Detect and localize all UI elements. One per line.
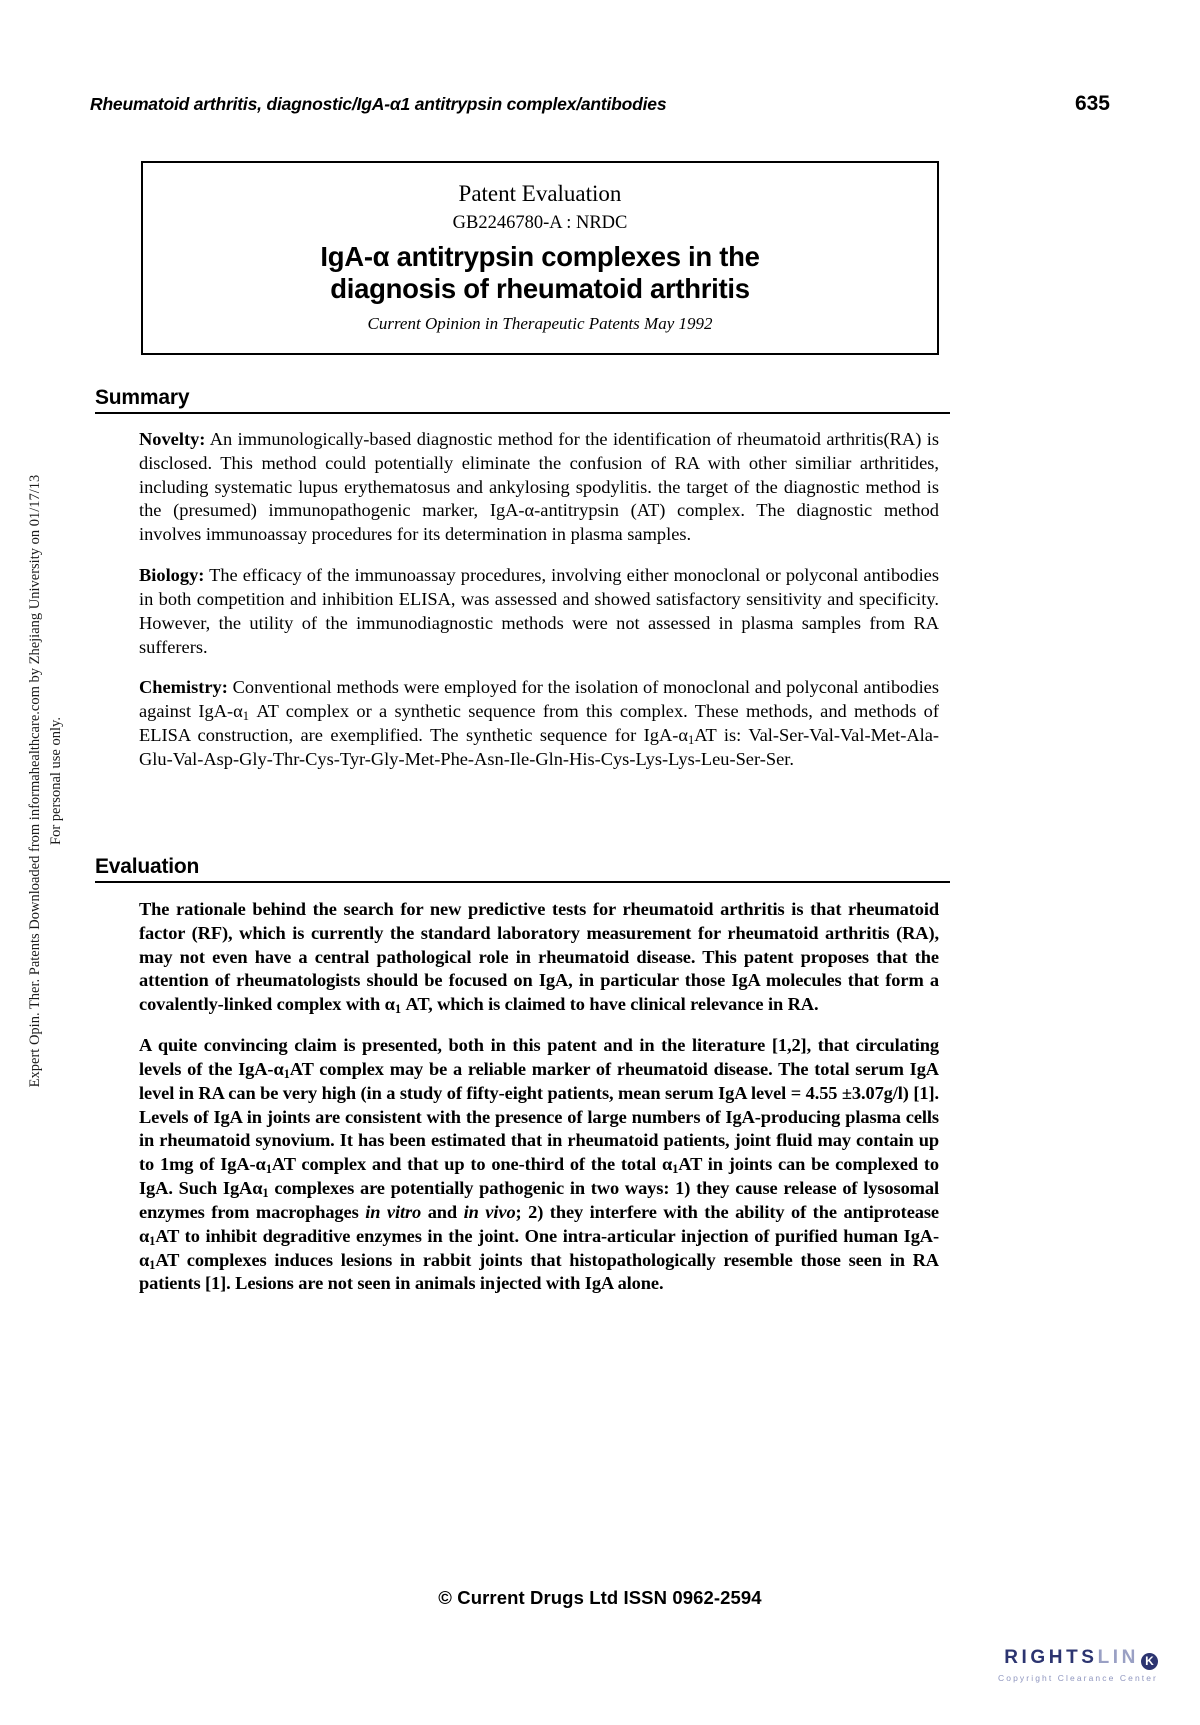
rightslink-logo[interactable]	[998, 1648, 1158, 1683]
paragraph-novelty	[139, 428, 939, 547]
running-head-title: Rheumatoid arthritis, diagnostic/IgA-α1 antitrypsin complex/antibodies	[90, 94, 667, 114]
paragraph-lead-biology: Biology:	[139, 565, 205, 586]
paragraph-lead-chemistry: Chemistry:	[139, 677, 228, 698]
rightslink-k-badge-icon: K	[1141, 1653, 1158, 1670]
paragraph-biology	[139, 564, 939, 659]
section-heading-summary-label: Summary	[95, 386, 190, 409]
section-rule	[95, 412, 950, 414]
rightslink-wordmark	[998, 1648, 1158, 1670]
paragraph-text-biology: The efficacy of the immunoassay procedures, involving either monoclonal or polyconal antibodies in both competition and inhibition ELISA, was assessed and showed satisfactory sensitivity and specificity. However, the utility of the immunodiagnostic methods were not assessed in plasma samples from RA sufferers.	[139, 565, 939, 657]
patent-number: GB2246780-A : NRDC	[452, 212, 628, 233]
rightslink-tagline: Copyright Clearance Center	[998, 1673, 1158, 1683]
article-title	[157, 241, 923, 305]
article-title-line-1: IgA-α antitrypsin complexes in the	[320, 240, 760, 272]
download-stamp-line-1: Expert Opin. Ther. Patents Downloaded from informahealthcare.com by Zhejiang University on 01/17/13	[26, 474, 43, 1088]
paragraph-chemistry	[139, 676, 939, 771]
patent-evaluation-label: Patent Evaluation	[458, 181, 622, 206]
evaluation-body	[139, 898, 939, 1296]
section-heading-evaluation	[95, 855, 950, 883]
footer-copyright: © Current Drugs Ltd ISSN 0962-2594	[438, 1587, 762, 1608]
page-number: 635	[1074, 92, 1110, 115]
running-head	[90, 92, 1110, 116]
article-title-line-2: diagnosis of rheumatoid arthritis	[330, 272, 750, 304]
download-stamp-line-2: For personal use only.	[48, 717, 64, 845]
paragraph-text-novelty: An immunologically-based diagnostic method for the identification of rheumatoid arthritis(RA) is disclosed. This method could potentially eliminate the confusion of RA with other similiar arthritides, including systematic lupus erythematosus and ankylosing spodylitis. the target of the diagnostic method is the (presumed) immunopathogenic marker, IgA-α-antitrypsin (AT) complex. The diagnostic method involves immunoassay procedures for its determination in plasma samples.	[139, 429, 939, 545]
rightslink-word-light: LIN	[1097, 1647, 1139, 1668]
summary-body	[139, 428, 939, 772]
paragraph-text-chemistry: Conventional methods were employed for the isolation of monoclonal and polyconal antibodies against IgA-$\alpha_1$ AT complex or a synthetic sequence from this complex. These methods, and methods of ELISA construction, are exemplified. The synthetic sequence for IgA-$\alpha_1AT$ is: Val-Ser-Val-Val-Met-Ala-Glu-Val-Asp-Gly-Thr-Cys-Tyr-Gly-Met-Phe-Asn-Ile-Gln-His-Cys-Lys-Lys-Leu-Ser-Ser.	[139, 677, 940, 769]
journal-source: Current Opinion in Therapeutic Patents May 1992	[367, 313, 713, 333]
rightslink-word-dark: RIGHTS	[1004, 1647, 1098, 1668]
section-rule	[95, 881, 950, 883]
patent-title-box	[141, 161, 939, 355]
section-heading-evaluation-label: Evaluation	[95, 855, 200, 878]
paragraph-evaluation-1: The rationale behind the search for new predictive tests for rheumatoid arthritis is that rheumatoid factor (RF), which is currently the standard laboratory measurement for rheumatoid arthritis (RA), may not even have a central pathological role in rheumatoid disease. This patent proposes that the attention of rheumatologists should be focused on IgA, in particular those IgA molecules that form a covalently-linked complex with $\alpha_1$ AT, which is claimed to have clinical relevance in RA.	[139, 899, 939, 1017]
download-stamp	[25, 461, 67, 1101]
section-heading-summary	[95, 386, 950, 414]
paragraph-evaluation-2: A quite convincing claim is presented, both in this patent and in the literature [1,2], that circulating levels of the IgA-$\alpha_1AT$ complex may be a reliable marker of rheumatoid disease. The total serum IgA level in RA can be very high (in a study of fifty-eight patients, mean serum IgA level = 4.55 ±3.07g/l) [1]. Levels of IgA in joints are consistent with the presence of large numbers of IgA-producing plasma cells in rheumatoid synovium. It has been estimated that in rheumatoid patients, joint fluid may contain up to 1mg of IgA-$\alpha_1AT$ complex and that up to one-third of the total $\alpha_1AT$ in joints can be complexed to IgA. Such IgAα$_1$ complexes are potentially pathogenic in two ways: 1) they cause release of lysosomal enzymes from macrophages in vitro and in vivo; 2) they interfere with the ability of the antiprotease $\alpha_1AT$ to inhibit degraditive enzymes in the joint. One intra-articular injection of purified human IgA-$\alpha_1AT$ complexes induces lesions in rabbit joints that histopathologically resemble those seen in RA patients [1]. Lesions are not seen in animals injected with IgA alone.	[139, 1035, 939, 1294]
paragraph-lead-novelty: Novelty:	[139, 429, 206, 449]
